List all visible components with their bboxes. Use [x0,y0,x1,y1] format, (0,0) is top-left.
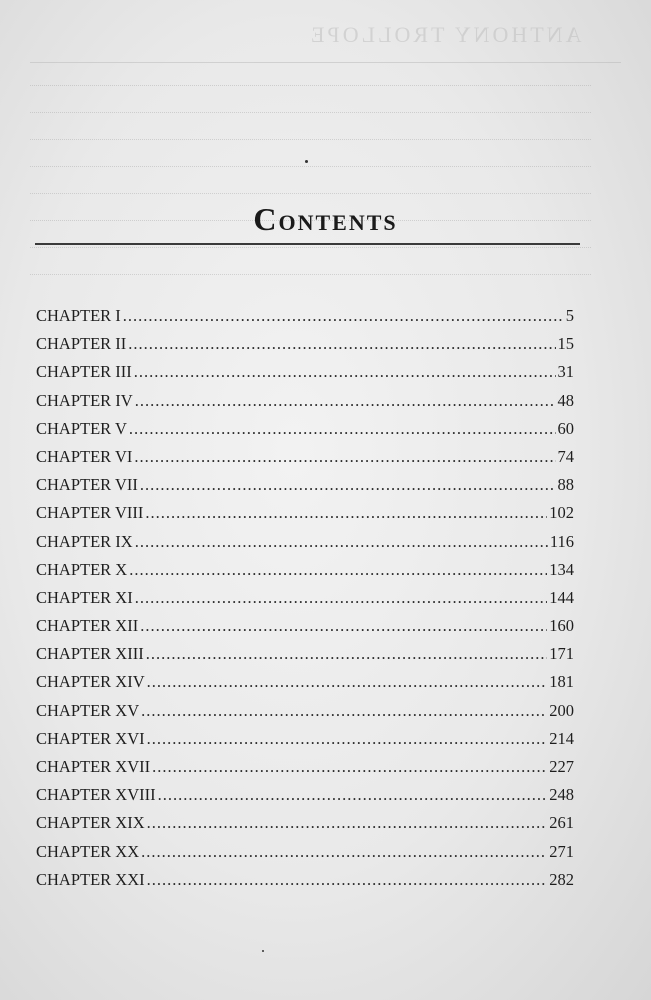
dot-leader [129,415,556,443]
dot-leader [134,443,555,471]
chapter-label: CHAPTER XVIII [36,785,156,805]
toc-entry [36,725,574,753]
page-number: 200 [549,700,574,720]
chapter-label: CHAPTER XVII [36,757,151,776]
toc-entry [36,471,574,499]
chapter-label: CHAPTER III [36,362,132,382]
toc-entry [36,612,574,640]
chapter-label: CHAPTER IV [36,390,133,410]
toc-entry [36,668,574,696]
chapter-label: CHAPTER VII [36,475,138,495]
toc-entry [36,528,574,556]
toc-entry [36,866,574,894]
page-number: 5 [565,306,574,325]
dot-leader [128,330,555,358]
page-number: 134 [549,559,574,579]
page-title: Contents [253,201,398,238]
page-number: 181 [549,672,574,692]
chapter-label: CHAPTER XIX [36,813,145,833]
chapter-label: CHAPTER XII [36,616,139,636]
chapter-label: CHAPTER II [36,334,127,354]
title-rule [35,243,580,245]
dot-leader [152,753,547,781]
page-number: 88 [557,475,574,495]
ink-speck [305,160,308,163]
table-of-contents [36,302,574,894]
page-number: 15 [557,334,574,354]
bleed-through-lines [30,85,591,295]
chapter-label: CHAPTER IX [36,531,133,551]
page-number: 282 [549,869,574,889]
page-number: 60 [557,418,574,438]
chapter-label: CHAPTER XXI [36,869,145,889]
toc-entry [36,387,574,415]
chapter-label: CHAPTER I [36,306,121,325]
toc-entry [36,415,574,443]
chapter-label: CHAPTER V [36,418,127,438]
page-number: 144 [549,587,574,607]
bleed-through-header-rule [30,62,621,63]
chapter-label: CHAPTER X [36,559,128,579]
toc-entry [36,330,574,358]
page-number: 102 [549,503,574,523]
chapter-label: CHAPTER XIII [36,644,144,664]
page-number: 74 [557,446,574,466]
toc-entry [36,753,574,781]
toc-entry [36,556,574,584]
page-number: 31 [557,362,574,382]
chapter-label: CHAPTER VIII [36,503,144,523]
chapter-label: CHAPTER VI [36,446,133,466]
toc-entry [36,358,574,386]
dot-leader [140,471,556,499]
dot-leader [135,584,548,612]
toc-entry [36,584,574,612]
dot-leader [147,668,548,696]
dot-leader [146,640,548,668]
bleed-through-header [0,10,651,80]
bleed-through-header-text: ANTHONY TROLLOPE [307,22,581,47]
dot-leader [147,725,548,753]
dot-leader [129,556,547,584]
dot-leader [147,866,548,894]
dot-leader [135,387,556,415]
dot-leader [135,528,548,556]
page-number: 261 [549,813,574,833]
page-number: 116 [549,531,574,551]
page-number: 48 [557,390,574,410]
page-number: 160 [549,616,574,636]
chapter-label: CHAPTER XIV [36,672,145,692]
toc-entry [36,809,574,837]
toc-entry [36,640,574,668]
dot-leader [141,697,547,725]
chapter-label: CHAPTER XV [36,700,140,720]
page-number: 227 [549,757,574,776]
chapter-label: CHAPTER XI [36,587,133,607]
page-number: 214 [549,728,574,748]
page-number: 248 [549,785,574,805]
dot-leader [147,809,548,837]
dot-leader [145,499,547,527]
toc-entry [36,302,574,330]
toc-entry [36,697,574,725]
dot-leader [141,838,547,866]
chapter-label: CHAPTER XX [36,841,140,861]
toc-entry [36,443,574,471]
chapter-label: CHAPTER XVI [36,728,145,748]
dot-leader [158,781,548,809]
page-number: 271 [549,841,574,861]
dot-leader [134,358,556,386]
ink-speck [262,950,264,952]
toc-entry [36,499,574,527]
dot-leader [123,302,564,330]
toc-entry [36,838,574,866]
dot-leader [140,612,547,640]
page-number: 171 [549,644,574,664]
toc-entry [36,781,574,809]
